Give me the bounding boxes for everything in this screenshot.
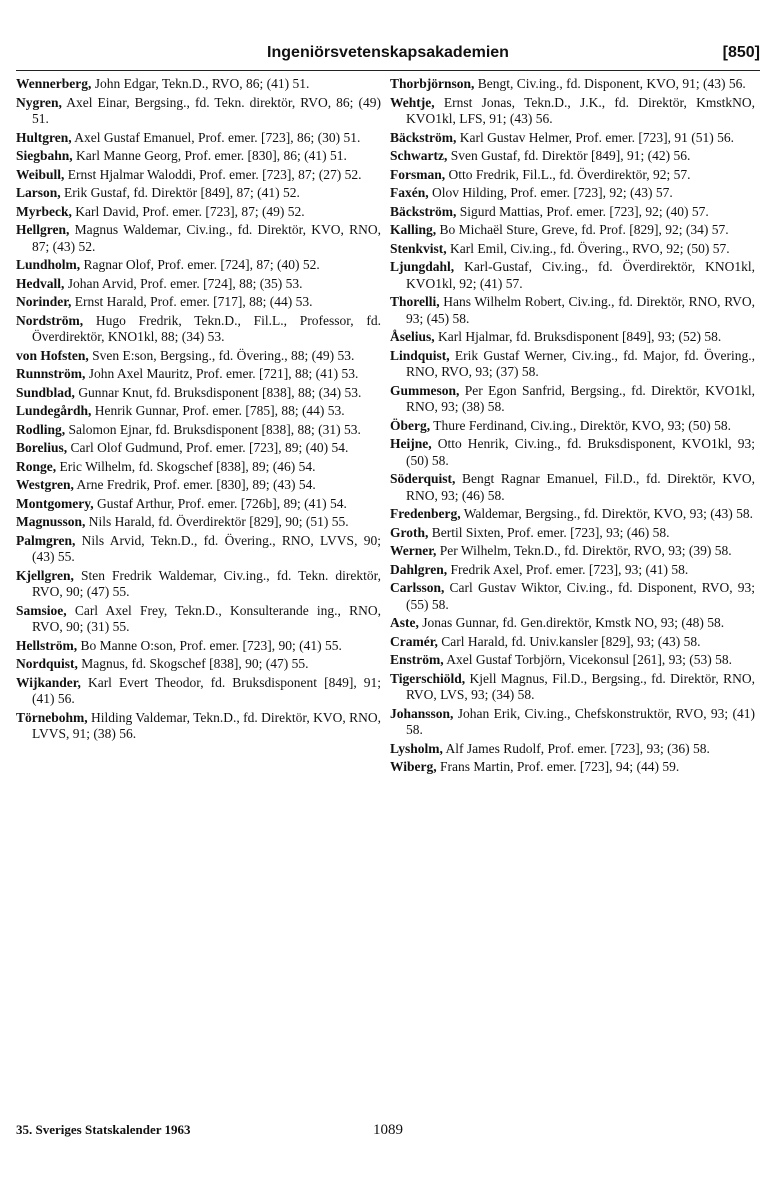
member-details: Karl Evert Theodor, fd. Bruksdisponent [849], 91; (41) 56. — [32, 674, 381, 706]
member-details: Per Egon Sanfrid, Bergsing., fd. Direktör, KVO1kl, RNO, 93; (38) 58. — [406, 382, 755, 414]
member-name: Groth, — [390, 524, 429, 540]
member-name: Werner, — [390, 543, 437, 558]
member-details: Jonas Gunnar, fd. Gen.direktör, Kmstk NO, 93; (48) 58. — [418, 615, 725, 630]
member-entry — [16, 204, 381, 221]
member-name: Heijne, — [390, 436, 432, 451]
member-name: Runnström, — [16, 366, 86, 381]
member-entry — [16, 477, 381, 494]
member-details: Karl Emil, Civ.ing., fd. Övering., RVO, 92; (50) 57. — [446, 240, 730, 256]
member-name: Enström, — [390, 652, 444, 667]
member-details: Gunnar Knut, fd. Bruksdisponent [838], 88; (34) 53. — [74, 384, 362, 400]
member-details: Magnus Waldemar, Civ.ing., fd. Direktör, KVO, RNO, 87; (43) 52. — [32, 222, 381, 254]
member-name: Söderquist, — [390, 471, 456, 486]
member-details: Hugo Fredrik, Tekn.D., Fil.L., Professor, fd. Överdirektör, KNO1kl, 88; (34) 53. — [32, 312, 381, 344]
member-entry — [390, 383, 755, 416]
member-entry — [390, 634, 755, 651]
member-details: Gustaf Arthur, Prof. emer. [726b], 89; (41) 54. — [93, 495, 347, 511]
member-name: Gummeson, — [390, 382, 460, 398]
member-name: Ronge, — [16, 458, 57, 474]
page-header — [16, 40, 760, 68]
member-details: Ernst Harald, Prof. emer. [717], 88; (44) 53. — [71, 294, 313, 309]
member-details: Ernst Hjalmar Waloddi, Prof. emer. [723], 87; (27) 52. — [64, 166, 362, 182]
member-entry — [390, 759, 755, 776]
member-name: Magnusson, — [16, 514, 86, 529]
member-details: Sven Gustaf, fd. Direktör [849], 91; (42) 56. — [447, 148, 691, 163]
member-entry — [390, 671, 755, 704]
member-details: Otto Henrik, Civ.ing., fd. Bruksdisponent, KVO1kl, 93; (50) 58. — [406, 436, 755, 468]
member-name: Wennerberg, — [16, 76, 92, 91]
member-details: Waldemar, Bergsing., fd. Direktör, KVO, 93; (43) 58. — [460, 506, 754, 521]
section-title: Ingeniörsvetenskapsakademien — [267, 44, 509, 61]
member-entry — [390, 185, 755, 202]
page-footer — [16, 1122, 760, 1142]
member-details: Thure Ferdinand, Civ.ing., Direktör, KVO, 93; (50) 58. — [430, 417, 732, 433]
member-entry — [16, 95, 381, 128]
member-entry — [390, 329, 755, 346]
member-details: Bo Manne O:son, Prof. emer. [723], 90; (41) 55. — [77, 637, 342, 653]
header-rule — [16, 70, 760, 71]
member-entry — [16, 167, 381, 184]
member-details: Axel Einar, Bergsing., fd. Tekn. direktör, RVO, 86; (49) 51. — [32, 94, 381, 126]
member-entry — [390, 741, 755, 758]
right-column — [390, 76, 755, 778]
member-entry — [390, 76, 755, 93]
member-details: Johan Erik, Civ.ing., Chefskonstruktör, RVO, 93; (41) 58. — [406, 705, 755, 737]
member-entry — [390, 436, 755, 469]
member-details: Ernst Jonas, Tekn.D., J.K., fd. Direktör, KmstkNO, KVO1kl, LFS, 91; (43) 56. — [406, 94, 755, 126]
member-name: Kjellgren, — [16, 567, 74, 583]
member-name: Dahlgren, — [390, 561, 448, 577]
member-details: Sten Fredrik Waldemar, Civ.ing., fd. Tekn. direktör, RVO, 90; (47) 55. — [32, 567, 381, 599]
member-details: Olov Hilding, Prof. emer. [723], 92; (43) 57. — [428, 185, 673, 200]
member-details: Karl Manne Georg, Prof. emer. [830], 86; (41) 51. — [72, 148, 347, 163]
member-entry — [390, 130, 755, 147]
member-entry — [16, 603, 381, 636]
member-details: Hans Wilhelm Robert, Civ.ing., fd. Direktör, RNO, RVO, 93; (45) 58. — [406, 294, 755, 326]
member-entry — [16, 496, 381, 513]
member-name: Hedvall, — [16, 275, 65, 291]
member-name: Lindquist, — [390, 347, 450, 363]
member-details: Otto Fredrik, Fil.L., fd. Överdirektör, 92; 57. — [445, 166, 691, 182]
member-name: Carlsson, — [390, 580, 445, 595]
member-name: Lysholm, — [390, 740, 443, 756]
member-name: Lundholm, — [16, 257, 81, 272]
member-details: Henrik Gunnar, Prof. emer. [785], 88; (44) 53. — [91, 403, 345, 418]
member-name: Nygren, — [16, 94, 62, 110]
member-entry — [390, 706, 755, 739]
member-entry — [16, 710, 381, 743]
member-details: Carl Gustav Wiktor, Civ.ing., fd. Disponent, RVO, 93; (55) 58. — [406, 580, 755, 612]
member-entry — [16, 76, 381, 93]
member-name: Wijkander, — [16, 674, 81, 690]
member-name: Johansson, — [390, 705, 454, 721]
member-entry — [16, 348, 381, 365]
member-name: Tigerschiöld, — [390, 670, 466, 686]
member-name: Wiberg, — [390, 759, 437, 774]
left-column — [16, 76, 381, 745]
member-name: Hellgren, — [16, 222, 70, 237]
member-entry — [16, 313, 381, 346]
member-details: Karl David, Prof. emer. [723], 87; (49) 52. — [71, 203, 305, 219]
member-name: Norinder, — [16, 294, 72, 309]
member-details: Carl Axel Frey, Tekn.D., Konsulterande ing., RNO, RVO, 90; (31) 55. — [32, 602, 381, 634]
member-entry — [390, 241, 755, 258]
member-name: Bäckström, — [390, 203, 457, 219]
member-name: Törnebohm, — [16, 709, 88, 725]
member-details: Hilding Valdemar, Tekn.D., fd. Direktör, KVO, RNO, LVVS, 91; (38) 56. — [32, 709, 381, 741]
member-entry — [16, 403, 381, 420]
member-name: Ljungdahl, — [390, 259, 455, 274]
member-entry — [16, 656, 381, 673]
member-name: Weibull, — [16, 166, 65, 182]
member-details: Eric Wilhelm, fd. Skogschef [838], 89; (46) 54. — [56, 458, 316, 474]
member-name: Thorelli, — [390, 294, 440, 309]
member-name: Myrbeck, — [16, 203, 72, 219]
member-details: Carl Olof Gudmund, Prof. emer. [723], 89; (40) 54. — [67, 440, 349, 455]
member-entry — [390, 259, 755, 292]
member-entry — [390, 615, 755, 632]
member-entry — [16, 533, 381, 566]
member-details: Bo Michaël Sture, Greve, fd. Prof. [829], 92; (34) 57. — [436, 222, 729, 237]
member-entry — [16, 222, 381, 255]
member-name: Palmgren, — [16, 532, 76, 548]
member-name: Rodling, — [16, 421, 66, 437]
member-entry — [16, 459, 381, 476]
member-entry — [390, 204, 755, 221]
member-entry — [16, 185, 381, 202]
member-details: Ragnar Olof, Prof. emer. [724], 87; (40) 52. — [80, 257, 320, 272]
member-name: Wehtje, — [390, 94, 435, 110]
member-details: Per Wilhelm, Tekn.D., fd. Direktör, RVO, 93; (39) 58. — [436, 543, 732, 558]
member-details: Karl-Gustaf, Civ.ing., fd. Överdirektör, KNO1kl, KVO1kl, 92; (41) 57. — [406, 259, 755, 291]
member-details: John Edgar, Tekn.D., RVO, 86; (41) 51. — [91, 76, 310, 91]
member-entry — [16, 130, 381, 147]
member-name: Sundblad, — [16, 384, 75, 400]
member-name: Borelius, — [16, 440, 68, 455]
member-details: John Axel Mauritz, Prof. emer. [721], 88; (41) 53. — [85, 366, 359, 381]
member-name: Lundegårdh, — [16, 403, 92, 418]
member-entry — [390, 562, 755, 579]
member-name: Samsioe, — [16, 602, 67, 618]
member-entry — [16, 148, 381, 165]
member-name: Aste, — [390, 615, 419, 630]
member-name: Hultgren, — [16, 129, 72, 145]
member-details: Kjell Magnus, Fil.D., Bergsing., fd. Direktör, RNO, RVO, LVS, 93; (34) 58. — [406, 670, 755, 702]
member-entry — [16, 276, 381, 293]
member-details: Karl Hjalmar, fd. Bruksdisponent [849], 93; (52) 58. — [434, 329, 722, 344]
member-name: Åselius, — [390, 329, 435, 344]
member-name: Nordström, — [16, 312, 84, 328]
footer-source: 35. Sveriges Statskalender 1963 — [16, 1122, 191, 1137]
member-entry — [16, 366, 381, 383]
member-entry — [390, 580, 755, 613]
member-details: Alf James Rudolf, Prof. emer. [723], 93; (36) 58. — [442, 740, 710, 756]
member-entry — [390, 525, 755, 542]
member-details: Frans Martin, Prof. emer. [723], 94; (44) 59. — [436, 759, 680, 774]
member-name: Siegbahn, — [16, 148, 73, 163]
member-name: Kalling, — [390, 222, 437, 237]
member-details: Magnus, fd. Skogschef [838], 90; (47) 55. — [77, 656, 309, 671]
member-details: Sigurd Mattias, Prof. emer. [723], 92; (40) 57. — [456, 203, 709, 219]
member-details: Bengt, Civ.ing., fd. Disponent, KVO, 91; (43) 56. — [474, 76, 746, 91]
member-details: Axel Gustaf Emanuel, Prof. emer. [723], 86; (30) 51. — [71, 129, 361, 145]
member-entry — [16, 638, 381, 655]
member-details: Carl Harald, fd. Univ.kansler [829], 93; (43) 58. — [437, 633, 701, 649]
member-entry — [16, 422, 381, 439]
member-entry — [390, 543, 755, 560]
member-details: Bengt Ragnar Emanuel, Fil.D., fd. Direktör, KVO, RNO, 93; (46) 58. — [406, 471, 755, 503]
member-name: Westgren, — [16, 477, 74, 492]
member-details: Arne Fredrik, Prof. emer. [830], 89; (43) 54. — [73, 477, 316, 492]
member-name: Hellström, — [16, 637, 78, 653]
member-details: Bertil Sixten, Prof. emer. [723], 93; (46) 58. — [428, 524, 670, 540]
member-entry — [390, 506, 755, 523]
member-entry — [390, 652, 755, 669]
member-details: Erik Gustaf Werner, Civ.ing., fd. Major, fd. Övering., RNO, RVO, 93; (37) 58. — [406, 347, 755, 379]
member-entry — [16, 440, 381, 457]
member-entry — [390, 148, 755, 165]
member-entry — [390, 348, 755, 381]
member-name: Stenkvist, — [390, 240, 447, 256]
member-name: Schwartz, — [390, 148, 448, 163]
member-name: Cramér, — [390, 633, 438, 649]
member-entry — [390, 167, 755, 184]
member-entry — [390, 471, 755, 504]
member-name: Nordquist, — [16, 656, 78, 671]
member-entry — [16, 385, 381, 402]
member-details: Sven E:son, Bergsing., fd. Övering., 88; (49) 53. — [88, 347, 355, 363]
member-entry — [16, 257, 381, 274]
member-name: Forsman, — [390, 166, 446, 182]
member-entry — [390, 222, 755, 239]
member-name: Bäckström, — [390, 129, 457, 145]
member-name: Öberg, — [390, 417, 431, 433]
member-entry — [16, 294, 381, 311]
member-entry — [390, 95, 755, 128]
footer-page-number: 1089 — [373, 1122, 403, 1138]
member-entry — [16, 514, 381, 531]
member-details: Johan Arvid, Prof. emer. [724], 88; (35) 53. — [64, 275, 303, 291]
member-details: Axel Gustaf Torbjörn, Vicekonsul [261], 93; (53) 58. — [443, 652, 732, 667]
member-entry — [16, 675, 381, 708]
member-details: Fredrik Axel, Prof. emer. [723], 93; (41) 58. — [447, 561, 689, 577]
section-page-code: [850] — [722, 44, 760, 61]
member-entry — [390, 294, 755, 327]
member-name: Montgomery, — [16, 495, 94, 511]
member-details: Karl Gustav Helmer, Prof. emer. [723], 91 (51) 56. — [456, 129, 735, 145]
member-name: Larson, — [16, 185, 61, 200]
member-name: Fredenberg, — [390, 506, 461, 521]
member-name: Thorbjörnson, — [390, 76, 475, 91]
member-entry — [16, 568, 381, 601]
member-details: Nils Harald, fd. Överdirektör [829], 90; (51) 55. — [85, 514, 349, 529]
member-details: Salomon Ejnar, fd. Bruksdisponent [838], 88; (31) 53. — [65, 421, 361, 437]
member-name: Faxén, — [390, 185, 429, 200]
member-details: Erik Gustaf, fd. Direktör [849], 87; (41) 52. — [60, 185, 300, 200]
member-details: Nils Arvid, Tekn.D., fd. Övering., RNO, LVVS, 90; (43) 55. — [32, 532, 381, 564]
member-entry — [390, 418, 755, 435]
member-name: von Hofsten, — [16, 347, 89, 363]
